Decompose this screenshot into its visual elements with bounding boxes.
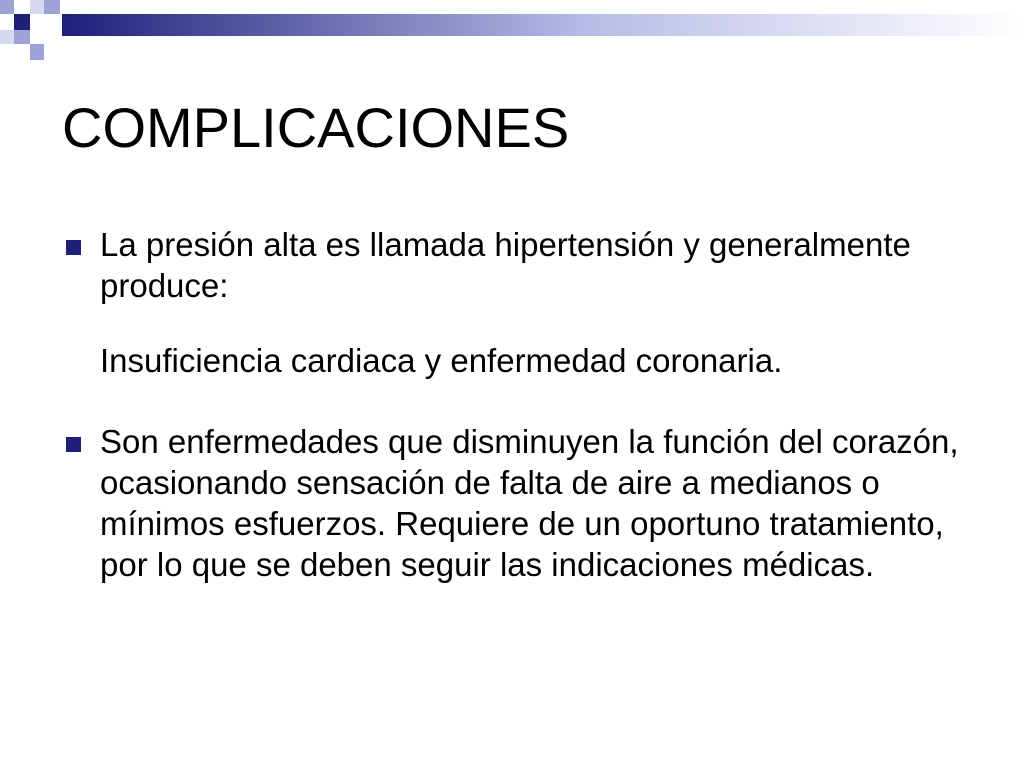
checker-square-icon xyxy=(14,44,30,60)
header-gradient-band xyxy=(0,0,1024,60)
header-decoration xyxy=(0,0,1024,60)
checker-square-icon xyxy=(30,0,44,14)
slide-body xyxy=(62,224,982,585)
bullet-text: La presión alta es llamada hipertensión y generalmente produce: xyxy=(100,226,911,304)
sub-paragraph: Insuficiencia cardiaca y enfermedad coronaria. xyxy=(100,342,783,379)
bullet-item xyxy=(62,421,982,585)
checker-square-icon xyxy=(30,30,44,44)
checker-square-icon xyxy=(44,14,60,30)
checker-square-icon xyxy=(0,30,14,44)
slide-title: COMPLICACIONES xyxy=(62,96,570,159)
bullet-text: Son enfermedades que disminuyen la función del corazón, ocasionando sensación de falta de aire a medianos o mínimos esfuerzos. Requiere de un oportuno tratamiento, por lo que se deben seguir las indicaciones médicas. xyxy=(100,423,959,583)
checker-square-icon xyxy=(0,0,14,14)
checker-square-icon xyxy=(14,30,30,44)
checker-square-icon xyxy=(14,14,30,30)
bullet-item xyxy=(62,224,982,306)
checker-square-icon xyxy=(30,44,44,60)
gradient-bar xyxy=(62,14,1024,36)
square-bullet-icon xyxy=(66,437,81,452)
square-bullet-icon xyxy=(66,240,81,255)
checker-square-icon xyxy=(44,0,60,14)
